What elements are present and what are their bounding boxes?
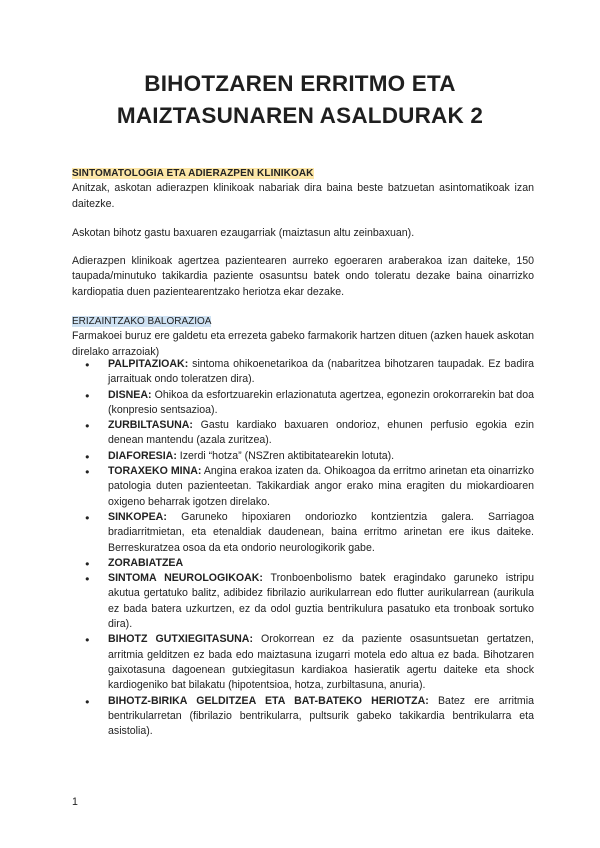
- list-item-term: PALPITAZIOAK:: [108, 358, 189, 370]
- list-item-text: Tronboenbolismo batek eragindako garuneko istripu akutua gertatuko balitz, adibidez fibrilazio aurikularrean edo flutter aurikularrean (aurikula ez bada batera uzkurtzen, ez da odol guztia bentrikulura pasatuko eta tronboak sortuko dira).: [108, 572, 534, 631]
- assessment-list: [72, 357, 534, 739]
- list-item: [72, 388, 534, 419]
- list-item-text: Izerdi “hotza” (NSZren aktibitatearekin lotuta).: [176, 449, 395, 462]
- list-item-text: Angina erakoa izaten da. Ohikoagoa da erritmo arinetan eta oinarrizko patologia duten pazienteetan. Takikardiak angor erako mina eragiten du miokardioaren oxigeno beharrak igotzen direlako.: [108, 465, 535, 508]
- section-symptoms: [72, 166, 534, 212]
- paragraph-2: Askotan bihotz gastu baxuaren ezaugarriak (maiztasun altu zeinbaxuan).: [72, 227, 415, 239]
- paragraph-1: Anitzak, askotan adierazpen klinikoak nabariak dira baina beste batzuetan asintomatikoak izan daitezke.: [72, 182, 534, 210]
- section-heading-assessment: ERIZAINTZAKO BALORAZIOA: [72, 316, 212, 327]
- list-item-term: BIHOTZ GUTXIEGITASUNA:: [108, 633, 253, 646]
- list-item-term: ZORABIATZEA: [108, 556, 184, 569]
- paragraph-3-block: [72, 254, 534, 300]
- list-item: [72, 694, 534, 740]
- list-item-term: ZURBILTASUNA:: [108, 419, 193, 432]
- page-number: 1: [72, 796, 78, 808]
- list-item: [72, 449, 534, 464]
- section-assessment: [72, 314, 534, 360]
- list-item: [72, 510, 534, 556]
- list-item-term: DISNEA:: [108, 388, 152, 401]
- list-item-term: TORAXEKO MINA:: [108, 465, 202, 478]
- list-item-text: Batez ere arritmia bentrikularretan (fibrilazio bentrikularra, pultsurik gabeko takikardia bentrikularra eta asistolia).: [108, 694, 535, 738]
- list-item-text: Ohikoa da esfortzuarekin erlazionatuta agertzea, egonezin orokorrarekin bat doa (konpresio sentsazioa).: [108, 388, 534, 416]
- assessment-intro: Farmakoei buruz ere galdetu eta errezeta gabeko farmakorik hartzen dituen (azken hauek askotan direlako arrazoiak): [72, 330, 534, 358]
- list-item: [72, 556, 534, 571]
- list-item: [72, 418, 534, 449]
- page-title: BIHOTZAREN ERRITMO ETA MAIZTASUNAREN ASALDURAK 2: [116, 71, 484, 128]
- list-item-text: Orokorrean ez da paziente osasuntsuetan gertatzen, arritmia gelditzen ez bada edo maiztasuna izugarri motela edo altua ez bada. Bihotzaren gaixotasuna dagoenean gutxiegitasun kardiakoa hasieratik agertu daiteke eta shock kardiogeniko bat bilakatu (hipotentsioa, hotza, zurbiltasuna, anuria).: [108, 633, 534, 692]
- list-item: [72, 632, 534, 693]
- list-item-text: Garuneko hipoxiaren ondoriozko kontzientzia galera. Sarriagoa bradiarritmietan, eta etenaldiak daudenean, baina erritmo arinetan ere ikus daiteke. Berreskuratzea osoa da eta ondorio neurologikorik gabe.: [108, 510, 534, 554]
- paragraph-2-block: [72, 226, 534, 241]
- list-item: [72, 464, 534, 510]
- paragraph-3: Adierazpen klinikoak agertzea pazientearen aurreko egoeraren araberakoa izan daiteke, 150 taupada/minutuko takikardia paziente osasuntsu batek ondo toleratu dezake baina oinarrizko kardiopatia duen pazientearentzako heriotza ekar dezake.: [72, 255, 534, 298]
- list-item-text: Gastu kardiako baxuaren ondorioz, ehunen perfusio egokia ezin denean mantendu (azala zuritzea).: [108, 419, 534, 447]
- list-item-text: sintoma ohikoenetarikoa da (nabaritzea bihotzaren taupadak. Ez badira jarraituak ondo toleratzen dira).: [108, 358, 534, 386]
- list-item: [72, 571, 534, 632]
- list-item-term: BIHOTZ-BIRIKA GELDITZEA ETA BAT-BATEKO HERIOTZA:: [108, 694, 429, 707]
- section-heading-symptoms: SINTOMATOLOGIA ETA ADIERAZPEN KLINIKOAK: [72, 168, 314, 179]
- list-item: [72, 357, 534, 388]
- list-item-term: SINKOPEA:: [108, 510, 167, 523]
- list-item-term: DIAFORESIA:: [108, 449, 177, 462]
- list-item-term: SINTOMA NEUROLOGIKOAK:: [108, 572, 263, 585]
